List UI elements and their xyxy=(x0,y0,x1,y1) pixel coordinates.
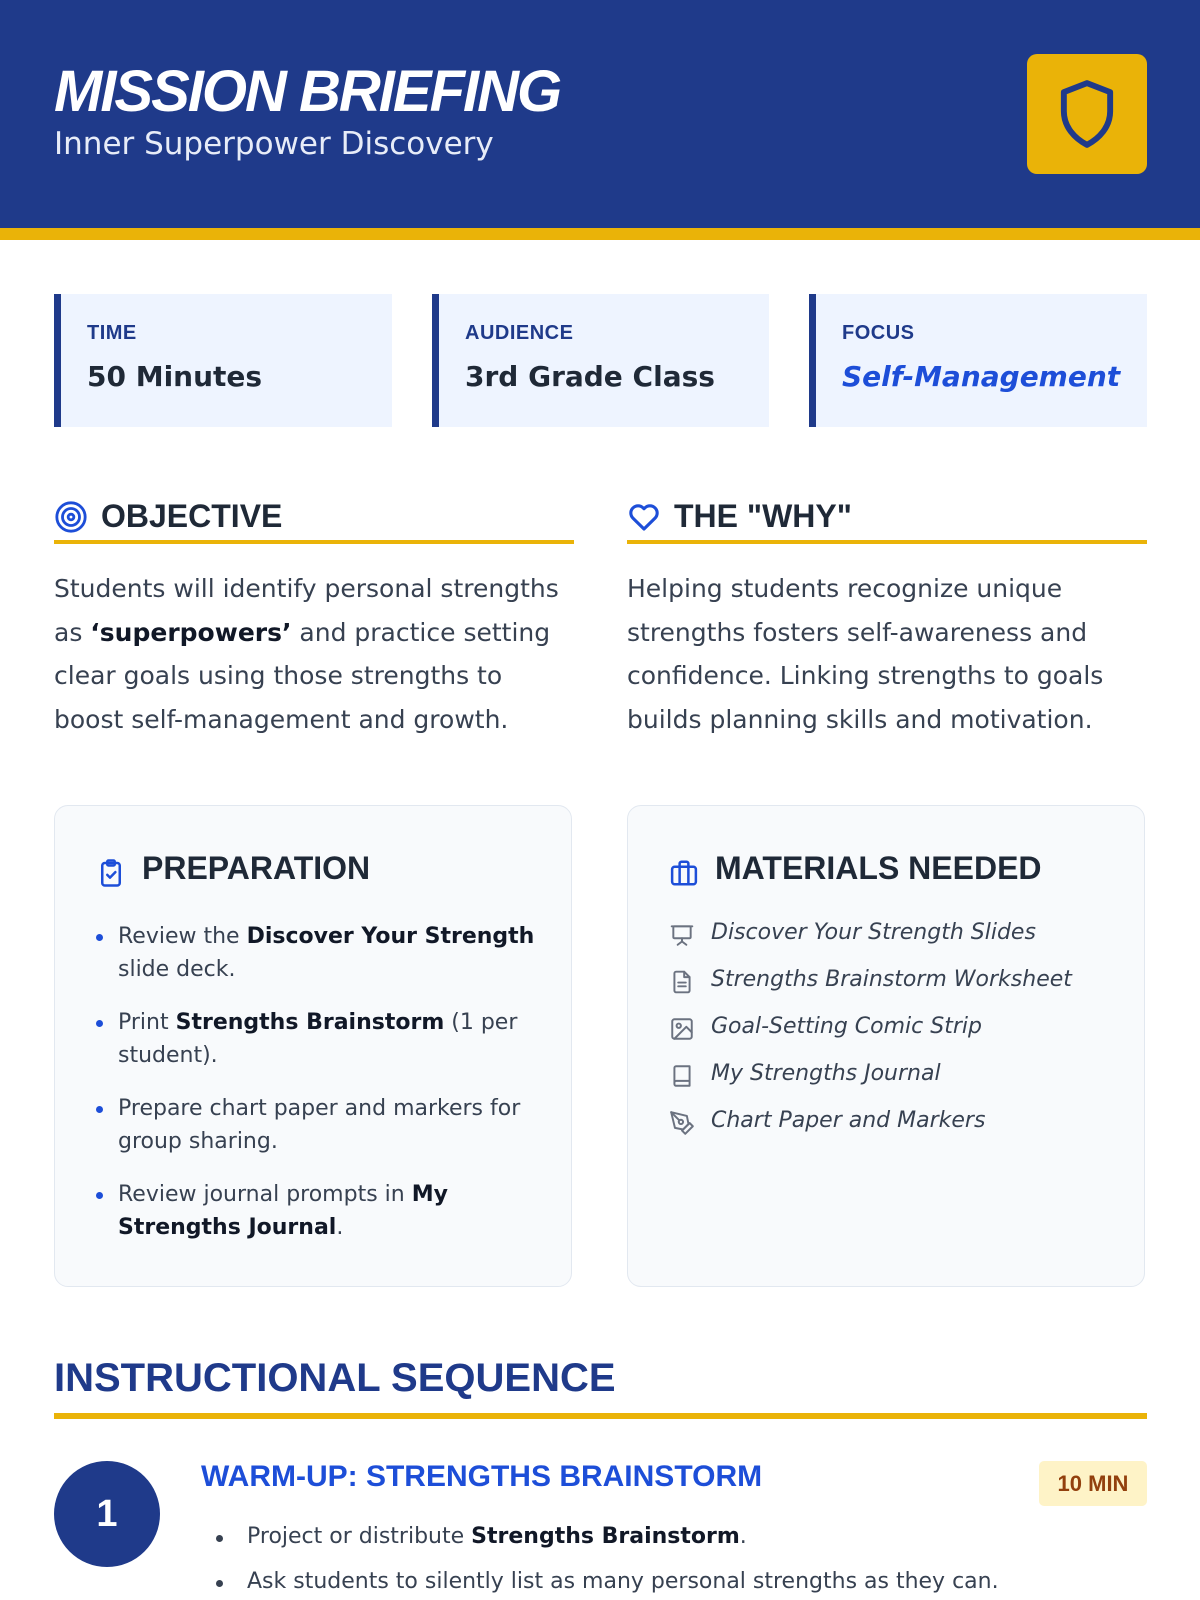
material-item xyxy=(669,963,1072,1010)
list-item xyxy=(213,1521,1143,1553)
step-list xyxy=(213,1521,1143,1600)
objective-text xyxy=(54,567,574,741)
info-label: TIME xyxy=(87,322,137,344)
list-item xyxy=(96,1178,536,1244)
header-divider xyxy=(0,228,1200,240)
list-item-emphasis: Discover Your Strength xyxy=(246,924,535,949)
list-item-emphasis: My Strengths Journal xyxy=(118,1182,448,1240)
material-item xyxy=(669,1104,1072,1151)
list-item-text: (1 per student). xyxy=(118,1010,518,1068)
why-heading xyxy=(627,498,1147,544)
material-label: My Strengths Journal xyxy=(711,1061,941,1086)
info-card-audience xyxy=(432,294,769,427)
list-item-text: . xyxy=(336,1215,344,1240)
why-text: Helping students recognize unique strengths fosters self-awareness and confidence. Linking strengths to goals builds planning skills and motivation. xyxy=(627,574,1104,734)
materials-panel xyxy=(627,805,1145,1287)
material-label: Discover Your Strength Slides xyxy=(711,920,1036,945)
list-item xyxy=(96,1092,536,1158)
heart-icon xyxy=(627,500,661,534)
why-heading-text: THE "WHY" xyxy=(674,498,852,534)
sequence-divider xyxy=(54,1413,1147,1419)
objective-text-part: and practice setting clear goals using those strengths to boost self-management and growth. xyxy=(54,617,551,734)
list-item-text: Ask students to silently list as many personal strengths as they can. xyxy=(247,1569,999,1594)
objective-heading xyxy=(54,498,574,544)
badge xyxy=(1027,54,1147,174)
page-title: MISSION BRIEFING xyxy=(54,59,561,124)
clipboard-check-icon xyxy=(96,858,126,888)
list-item xyxy=(213,1566,1143,1598)
list-item-emphasis: Strengths Brainstorm xyxy=(175,1010,445,1035)
list-item-text: Print xyxy=(118,1010,176,1035)
preparation-list xyxy=(96,920,536,1264)
sequence-heading: INSTRUCTIONAL SEQUENCE xyxy=(54,1356,616,1400)
shield-icon xyxy=(1056,78,1118,150)
book-icon xyxy=(669,1063,695,1089)
material-label: Strengths Brainstorm Worksheet xyxy=(711,967,1072,992)
list-item-text: . xyxy=(739,1524,747,1549)
info-card-focus xyxy=(809,294,1147,427)
preparation-panel xyxy=(54,805,572,1287)
header-banner xyxy=(0,0,1200,228)
info-label: AUDIENCE xyxy=(465,322,574,344)
material-label: Goal-Setting Comic Strip xyxy=(711,1014,982,1039)
step-title: WARM-UP: STRENGTHS BRAINSTORM xyxy=(201,1460,763,1493)
list-item-text: Project or distribute xyxy=(247,1524,472,1549)
info-label: FOCUS xyxy=(842,322,915,344)
list-item xyxy=(96,920,536,986)
objective-text-part: Students will identify personal strengths as xyxy=(54,574,559,647)
briefcase-icon xyxy=(669,858,699,888)
document-icon xyxy=(669,969,695,995)
step-number: 1 xyxy=(54,1461,160,1567)
list-item-text: Review the xyxy=(118,924,247,949)
list-item-emphasis: Strengths Brainstorm xyxy=(471,1524,740,1549)
list-item-text: slide deck. xyxy=(118,957,236,982)
list-item-text: Review journal prompts in xyxy=(118,1182,412,1207)
list-item xyxy=(96,1006,536,1072)
preparation-heading-text: PREPARATION xyxy=(142,850,371,886)
pen-tool-icon xyxy=(669,1110,695,1136)
material-label: Chart Paper and Markers xyxy=(711,1108,986,1133)
info-card-time xyxy=(54,294,392,427)
materials-list xyxy=(669,916,1072,1151)
materials-heading-text: MATERIALS NEEDED xyxy=(715,850,1042,886)
material-item xyxy=(669,1010,1072,1057)
image-icon xyxy=(669,1016,695,1042)
objective-text-emphasis: ‘superpowers’ xyxy=(90,617,292,647)
material-item xyxy=(669,1057,1072,1104)
step-duration-badge: 10 MIN xyxy=(1039,1461,1147,1506)
info-value: 3rd Grade Class xyxy=(465,360,715,393)
objective-heading-text: OBJECTIVE xyxy=(101,498,283,534)
list-item-text: Prepare chart paper and markers for group sharing. xyxy=(118,1096,521,1154)
presentation-icon xyxy=(669,922,695,948)
target-icon xyxy=(54,500,88,534)
info-value: 50 Minutes xyxy=(87,360,263,393)
page-subtitle: Inner Superpower Discovery xyxy=(54,126,494,162)
material-item xyxy=(669,916,1072,963)
info-value: Self-Management xyxy=(842,360,1121,393)
